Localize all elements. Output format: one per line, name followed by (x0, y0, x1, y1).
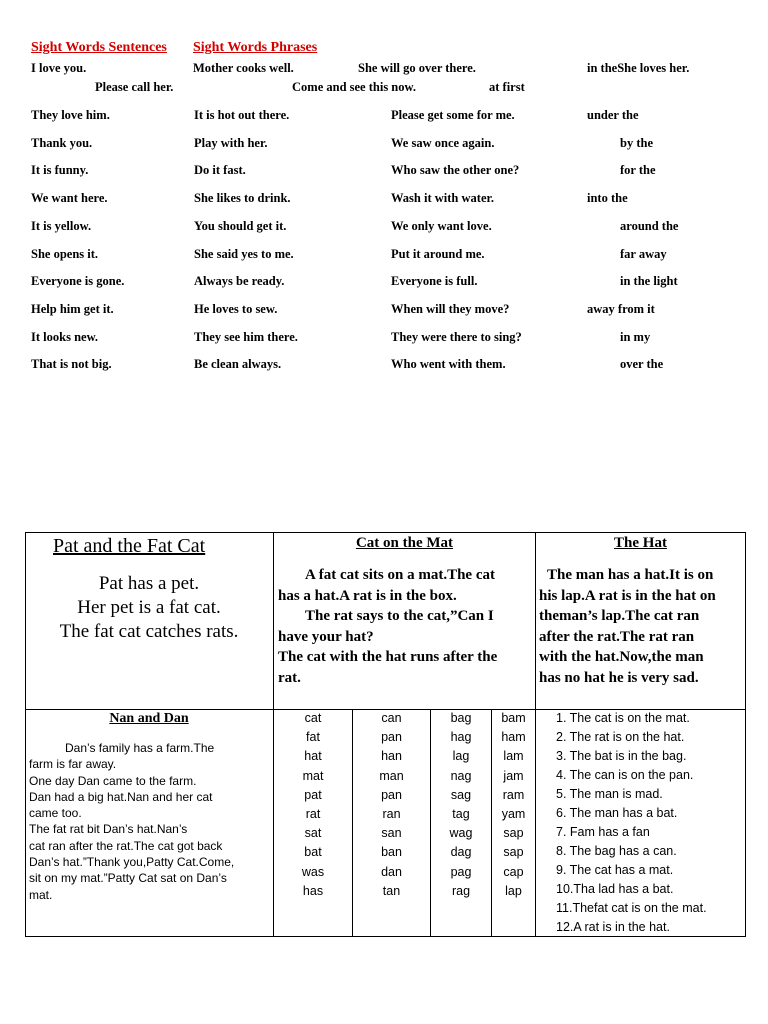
sentence-text: She said yes to me. (194, 247, 294, 261)
word: rat (305, 807, 321, 822)
sentence-text: Everyone is gone. (31, 274, 125, 288)
story-title-hat: The Hat (614, 535, 667, 551)
sentence-text: Mother cooks well. (193, 61, 294, 75)
story-title-mat: Cat on the Mat (355, 535, 454, 551)
heading-sight-words-sentences: Sight Words Sentences (31, 40, 167, 55)
story-line: A fat cat sits on a mat.The cat (305, 567, 495, 583)
sentence-text: Everyone is full. (391, 274, 478, 288)
sentence-text: He loves to sew. (194, 302, 278, 316)
word: pan (381, 730, 402, 745)
sentence-text: It looks new. (31, 330, 99, 344)
word: nag (450, 768, 472, 783)
sentence-text: Play with her. (194, 136, 268, 150)
story-line: has a hat.A rat is in the box. (278, 587, 457, 604)
word: lam (503, 749, 524, 764)
numbered-item: 10.Tha lad has a bat. (556, 882, 674, 896)
phrase-text: into the (587, 191, 628, 205)
story-line: The man has a hat.It is on (547, 567, 714, 583)
sentence-text: It is yellow. (31, 219, 92, 233)
sentence-text: We only want love. (391, 219, 492, 233)
sentence-text: Who went with them. (391, 357, 506, 371)
sentence-text: Put it around me. (391, 247, 485, 261)
word: dan (381, 864, 402, 879)
word: pag (450, 864, 472, 879)
sentence-text: Wash it with water. (391, 191, 495, 205)
word: can (381, 711, 402, 725)
word: yam (501, 807, 526, 822)
story-line: One day Dan came to the farm. (29, 773, 197, 788)
phrase-text: under the (587, 108, 639, 122)
word: mat (302, 768, 324, 783)
story-line: The cat with the hat runs after the (278, 649, 498, 665)
word: rag (451, 883, 471, 898)
story-line: with the hat.Now,the man (539, 649, 704, 665)
numbered-item: 3. The bat is in the bag. (556, 749, 687, 763)
phrase-text: in theShe loves her. (587, 61, 690, 75)
story-line: Dan’s hat.”Thank you,Patty Cat.Come, (29, 855, 235, 870)
story-line: The fat rat bit Dan’s hat.Nan’s (29, 822, 188, 837)
word: sag (450, 787, 472, 802)
word: cap (503, 864, 524, 879)
sentence-text: Thank you. (31, 136, 93, 150)
story-line: his lap.A rat is in the hat on (539, 587, 716, 604)
word: sat (304, 826, 322, 841)
story-pat (25, 572, 273, 644)
sentence-text: Do it fast. (194, 163, 246, 177)
sentence-text: I love you. (31, 61, 87, 75)
phrase-text: in the light (620, 274, 678, 288)
reading-table (25, 532, 746, 937)
word: san (381, 826, 402, 841)
sentence-text: They love him. (31, 108, 110, 122)
word: man (379, 768, 404, 783)
word: cat (304, 711, 322, 725)
phrase-text: at first (489, 80, 525, 94)
sentence-text: You should get it. (194, 219, 287, 233)
sentence-text: Please call her. (95, 80, 174, 94)
numbered-item: 6. The man has a bat. (556, 806, 678, 820)
word: dag (450, 845, 472, 860)
word: was (301, 864, 325, 879)
sentence-text: They were there to sing? (391, 330, 522, 344)
story-line: cat ran after the rat.The cat got back (29, 838, 223, 853)
story-line: theman’s lap.The cat ran (539, 608, 700, 624)
numbered-sentences (556, 709, 745, 937)
sentence-text: We want here. (31, 191, 108, 205)
word: bat (304, 845, 322, 860)
word: wag (449, 826, 473, 841)
story-mat (278, 565, 534, 688)
word: pan (381, 787, 402, 802)
word-column (353, 709, 430, 901)
word: tan (382, 883, 401, 898)
word: pat (304, 787, 322, 802)
word: sap (503, 845, 524, 860)
phrase-text: by the (620, 136, 653, 150)
story-line: farm is far away. (29, 757, 117, 772)
sentence-text: Help him get it. (31, 302, 114, 316)
story-line: sit on my mat.”Patty Cat sat on Dan’s (29, 871, 227, 886)
story-line: rat. (278, 669, 301, 686)
word: han (381, 749, 402, 764)
phrase-text: over the (620, 357, 664, 371)
story-line: mat. (29, 887, 53, 902)
word: ram (502, 787, 525, 802)
word: ham (501, 730, 526, 745)
sentence-text: We saw once again. (391, 136, 495, 150)
word: bag (450, 711, 472, 725)
numbered-item: 8. The bag has a can. (556, 844, 677, 858)
numbered-item: 11.Thefat cat is on the mat. (556, 901, 707, 915)
word: bam (501, 711, 526, 725)
sentence-text: She will go over there. (358, 61, 476, 75)
word: tag (452, 807, 470, 822)
word: ban (381, 845, 402, 860)
story-line: came too. (29, 806, 82, 821)
phrase-text: far away (620, 247, 667, 261)
phrase-text: away from it (587, 302, 655, 316)
sentence-text: She opens it. (31, 247, 99, 261)
word: sap (503, 826, 524, 841)
word: ran (382, 807, 401, 822)
story-line: Dan’s family has a farm.The (65, 741, 215, 755)
story-line: after the rat.The rat ran (539, 628, 695, 645)
word-column (274, 709, 352, 901)
word: has (302, 883, 324, 898)
story-line: has no hat he is very sad. (539, 669, 699, 686)
story-line: have your hat? (278, 628, 374, 645)
heading-sight-words-phrases: Sight Words Phrases (193, 40, 318, 55)
story-title-nan: Nan and Dan (109, 711, 189, 726)
word: lag (452, 749, 470, 764)
story-line: Dan had a big hat.Nan and her cat (29, 789, 213, 804)
numbered-item: 7. Fam has a fan (556, 825, 650, 839)
numbered-item: 5. The man is mad. (556, 787, 663, 801)
sentence-text: Be clean always. (194, 357, 282, 371)
sentence-text: She likes to drink. (194, 191, 291, 205)
word: hat (304, 749, 322, 764)
sentence-text: It is hot out there. (194, 108, 290, 122)
story-line: The fat cat catches rats. (59, 621, 239, 642)
story-line: Pat has a pet. (98, 573, 200, 594)
phrase-text: for the (620, 163, 656, 177)
numbered-item: 4. The can is on the pan. (556, 768, 694, 782)
word: lap (505, 883, 522, 898)
story-title-pat: Pat and the Fat Cat (53, 535, 206, 557)
word-column (431, 709, 491, 901)
sentence-text: That is not big. (31, 357, 112, 371)
word: jam (503, 768, 524, 783)
story-hat (539, 565, 745, 688)
numbered-item: 9. The cat has a mat. (556, 863, 674, 877)
sentence-text: Always be ready. (194, 274, 285, 288)
sentence-text: Come and see this now. (292, 80, 416, 94)
sentence-text: It is funny. (31, 163, 89, 177)
sentence-text: Who saw the other one? (391, 163, 520, 177)
numbered-item: 12.A rat is in the hat. (556, 920, 670, 934)
numbered-item: 2. The rat is on the hat. (556, 730, 685, 744)
word: fat (306, 730, 320, 745)
story-line: Her pet is a fat cat. (77, 597, 221, 618)
story-line: The rat says to the cat,”Can I (305, 608, 494, 624)
numbered-item: 1. The cat is on the mat. (556, 711, 690, 725)
sentence-text: Please get some for me. (391, 108, 515, 122)
sentence-text: They see him there. (194, 330, 298, 344)
phrase-text: in my (620, 330, 651, 344)
word-column (492, 709, 535, 901)
word: hag (450, 730, 472, 745)
story-nan (29, 740, 272, 903)
sentence-text: When will they move? (391, 302, 510, 316)
phrase-text: around the (620, 219, 679, 233)
